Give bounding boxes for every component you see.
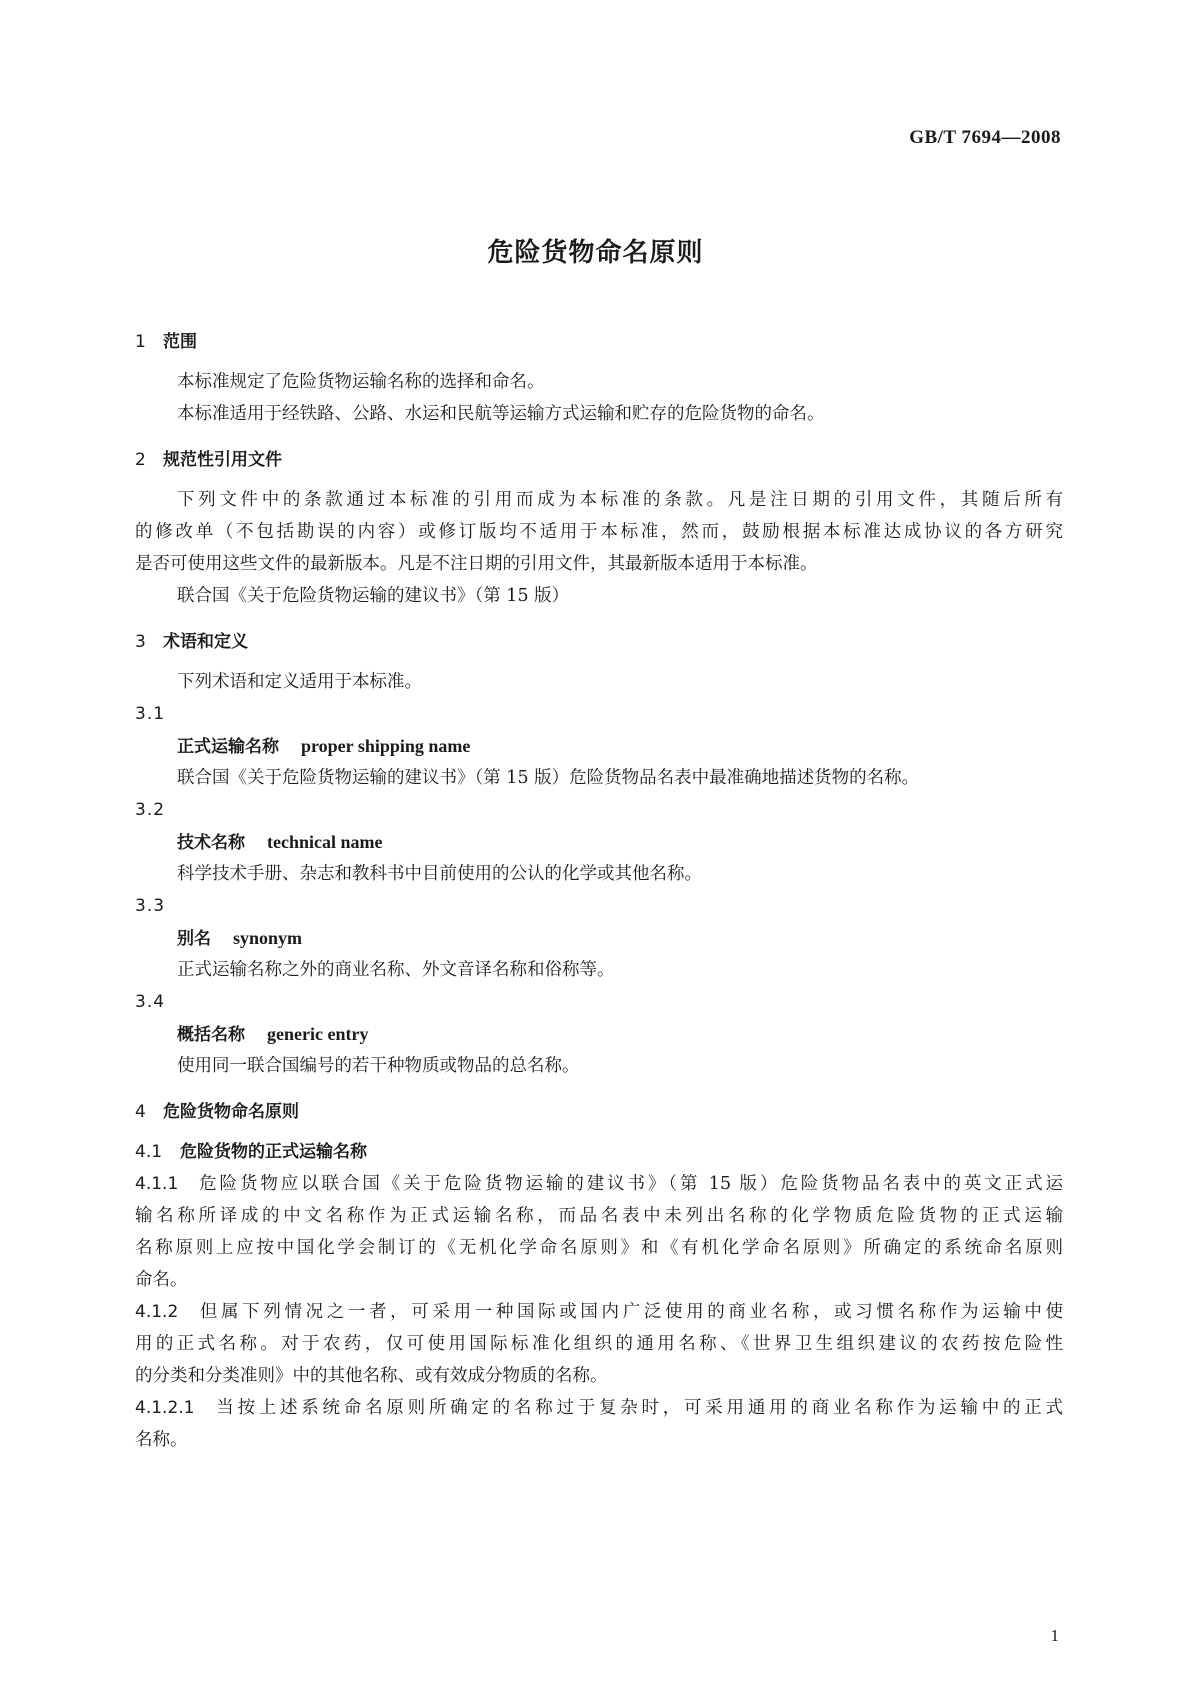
term-heading: [135, 922, 1063, 954]
normative-reference: 联合国《关于危险货物运输的建议书》（第 15 版）: [177, 586, 570, 606]
document-title: 危险货物命名原则: [487, 238, 704, 268]
standard-code: GB/T 7694—2008: [909, 127, 1061, 148]
term-english: technical name: [267, 832, 383, 852]
section-number: 1: [135, 332, 146, 352]
term-number: 3.3: [135, 896, 166, 916]
clause-4-1-2-1-line: [135, 1392, 1063, 1424]
clause-4-1-1-line: 命名。: [135, 1270, 188, 1290]
section-title: 范围: [163, 332, 197, 352]
term-heading: [135, 826, 1063, 858]
clause-number: 4.1.1: [135, 1174, 179, 1194]
clause-4-1-1-line: 输名称所译成的中文名称作为正式运输名称，而品名表中未列出名称的化学物质危险货物的正式运输: [135, 1206, 1063, 1226]
term-number: 3.2: [135, 800, 166, 820]
term-chinese: 技术名称: [177, 833, 245, 853]
clause-text: 但属下列情况之一者，可采用一种国际或国内广泛使用的商业名称，或习惯名称作为运输中使: [196, 1302, 1063, 1322]
subclause-number: 4.1: [135, 1142, 163, 1162]
section-3-intro: 下列术语和定义适用于本标准。: [177, 672, 422, 692]
page-number: 1: [1050, 1626, 1059, 1645]
term-chinese: 概括名称: [177, 1025, 245, 1045]
section-title: 规范性引用文件: [163, 450, 282, 470]
term-definition: 正式运输名称之外的商业名称、外文音译名称和俗称等。: [177, 960, 615, 980]
section-2-paragraph-line: 是否可使用这些文件的最新版本。凡是不注日期的引用文件，其最新版本适用于本标准。: [135, 554, 818, 574]
section-4-heading: [135, 1096, 1063, 1128]
section-number: 2: [135, 450, 146, 470]
clause-text: 危险货物应以联合国《关于危险货物运输的建议书》（第 15 版）危险货物品名表中的英文正式运: [196, 1174, 1063, 1194]
term-definition: 科学技术手册、杂志和教科书中目前使用的公认的化学或其他名称。: [177, 864, 702, 884]
clause-number: 4.1.2.1: [135, 1398, 195, 1418]
section-number: 3: [135, 632, 146, 652]
section-number: 4: [135, 1102, 146, 1122]
term-english: synonym: [233, 928, 303, 948]
term-english: generic entry: [267, 1024, 369, 1044]
term-chinese: 正式运输名称: [177, 737, 279, 757]
section-title: 危险货物命名原则: [163, 1102, 299, 1122]
clause-4-1-2-line: [135, 1296, 1063, 1328]
subclause-title: 危险货物的正式运输名称: [180, 1142, 368, 1162]
clause-4-1-2-line: 用的正式名称。对于农药，仅可使用国际标准化组织的通用名称、《世界卫生组织建议的农药按危险性: [135, 1334, 1063, 1354]
subclause-4-1-heading: [135, 1136, 1063, 1168]
section-2-heading: [135, 444, 1063, 476]
document-body: [135, 320, 1063, 1456]
clause-4-1-1-line: 名称原则上应按中国化学会制订的《无机化学命名原则》和《有机化学命名原则》所确定的系统命名原则: [135, 1238, 1063, 1258]
term-heading: [135, 730, 1063, 762]
term-definition: 联合国《关于危险货物运输的建议书》（第 15 版）危险货物品名表中最准确地描述货物的名称。: [177, 768, 920, 788]
section-2-paragraph-line: 下列文件中的条款通过本标准的引用而成为本标准的条款。凡是注日期的引用文件，其随后所有: [177, 490, 1063, 510]
section-title: 术语和定义: [163, 632, 248, 652]
clause-text: 当按上述系统命名原则所确定的名称过于复杂时，可采用通用的商业名称作为运输中的正式: [212, 1398, 1063, 1418]
term-chinese: 别名: [177, 929, 211, 949]
term-number: 3.4: [135, 992, 166, 1012]
section-1-paragraph-2: 本标准适用于经铁路、公路、水运和民航等运输方式运输和贮存的危险货物的命名。: [177, 404, 825, 424]
term-definition: 使用同一联合国编号的若干种物质或物品的总名称。: [177, 1056, 580, 1076]
clause-4-1-2-1-line: 名称。: [135, 1430, 188, 1450]
clause-4-1-2-line: 的分类和分类准则》中的其他名称、或有效成分物质的名称。: [135, 1366, 608, 1386]
section-1-paragraph-1: 本标准规定了危险货物运输名称的选择和命名。: [177, 372, 545, 392]
clause-4-1-1-line: [135, 1168, 1063, 1200]
term-heading: [135, 1018, 1063, 1050]
section-3-heading: [135, 626, 1063, 658]
section-2-paragraph-line: 的修改单（不包括勘误的内容）或修订版均不适用于本标准，然而，鼓励根据本标准达成协议的各方研究: [135, 522, 1063, 542]
term-number: 3.1: [135, 704, 166, 724]
term-english: proper shipping name: [301, 736, 471, 756]
clause-number: 4.1.2: [135, 1302, 179, 1322]
section-1-heading: [135, 326, 1063, 358]
